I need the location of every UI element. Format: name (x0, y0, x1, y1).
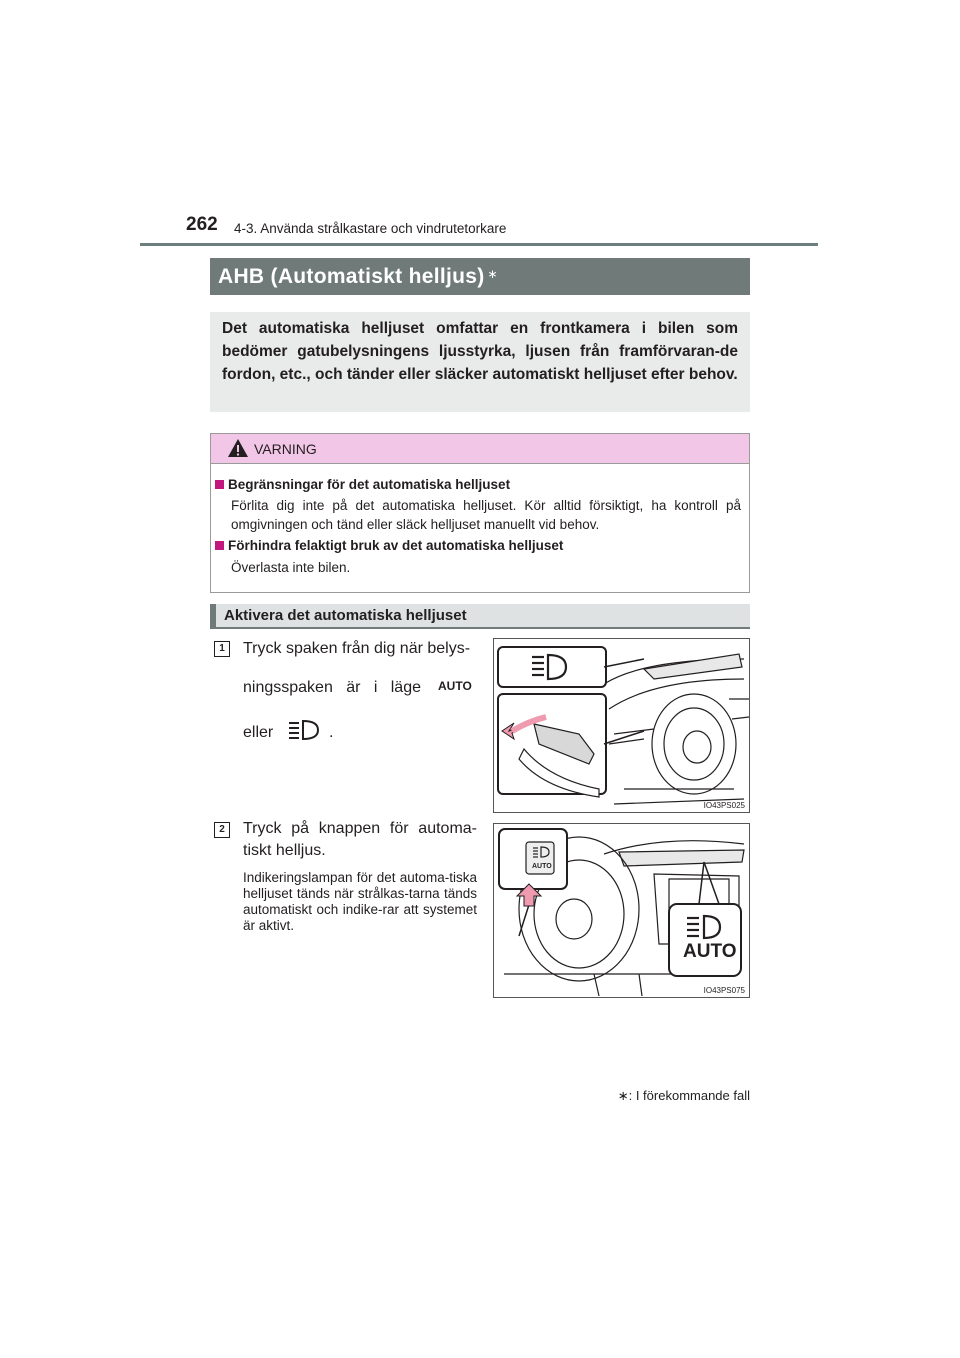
warning-icon (227, 438, 249, 458)
step-2-note: Indikeringslampan för det automa-tiska helljuset tänds när strålkas-tarna tänds automatiskt och indike-rar att systemet är aktivt. (243, 870, 477, 933)
step-1-line3-end: . (329, 724, 334, 741)
indicator-auto-label: AUTO (683, 941, 737, 962)
warning-header (211, 434, 749, 464)
section-title (210, 258, 750, 295)
button-illustration (494, 824, 749, 997)
warning-item-heading: Begränsningar för det automatiska helljuset (215, 477, 510, 492)
intro-box: Det automatiska helljuset omfattar en frontkamera i bilen som bedömer gatubelysningens ljusstyrka, ljusen från framförvaran-de fordon, etc., och tänder eller släcker automatiskt helljuset efter behov. (210, 312, 750, 412)
warning-box (210, 433, 750, 593)
step-2-line2: tiskt helljus. (243, 842, 326, 859)
step-1-line1: Tryck spaken från dig när belys- (243, 640, 471, 657)
headlight-icon (287, 718, 321, 742)
page-number: 262 (186, 214, 218, 235)
footnote (618, 1088, 750, 1104)
availability-mark: ∗ (487, 267, 498, 281)
warning-label: VARNING (254, 441, 317, 457)
subsection-title: Aktivera det automatiska helljuset (210, 604, 750, 629)
step-1-line2: ningsspaken är i läge (243, 679, 421, 696)
figure-lever (493, 638, 750, 813)
figure-code: IO43PS025 (703, 801, 745, 810)
header-rule (140, 243, 818, 246)
section-title-text: AHB (Automatiskt helljus) (218, 265, 485, 288)
warning-item-text: Förlita dig inte på det automatiska helljuset. Kör alltid försiktigt, ha kontroll på omgivningen och tänd eller släck helljuset manuellt vid behov. (231, 498, 741, 532)
warning-item-heading: Förhindra felaktigt bruk av det automatiska helljuset (215, 538, 563, 553)
lever-illustration (494, 639, 749, 812)
zoom-indicator-box (669, 904, 741, 976)
button-auto-label: AUTO (532, 863, 552, 870)
figure-code: IO43PS075 (703, 986, 745, 995)
step-number: 1 (214, 641, 230, 657)
figure-button (493, 823, 750, 998)
auto-symbol: AUTO (438, 679, 472, 693)
warning-item-text: Överlasta inte bilen. (231, 560, 351, 575)
bullet-square-icon (215, 480, 224, 489)
step-2-line1: Tryck på knappen för automa- (243, 820, 477, 837)
footnote-mark: ∗ (617, 1088, 629, 1103)
chapter-title: 4-3. Använda strålkastare och vindrutetorkare (234, 221, 507, 236)
step-number: 2 (214, 822, 230, 838)
footnote-text: : I förekommande fall (628, 1088, 750, 1103)
bullet-square-icon (215, 541, 224, 550)
step-1-line3: eller (243, 724, 274, 741)
zoom-headlight-box (498, 647, 606, 687)
